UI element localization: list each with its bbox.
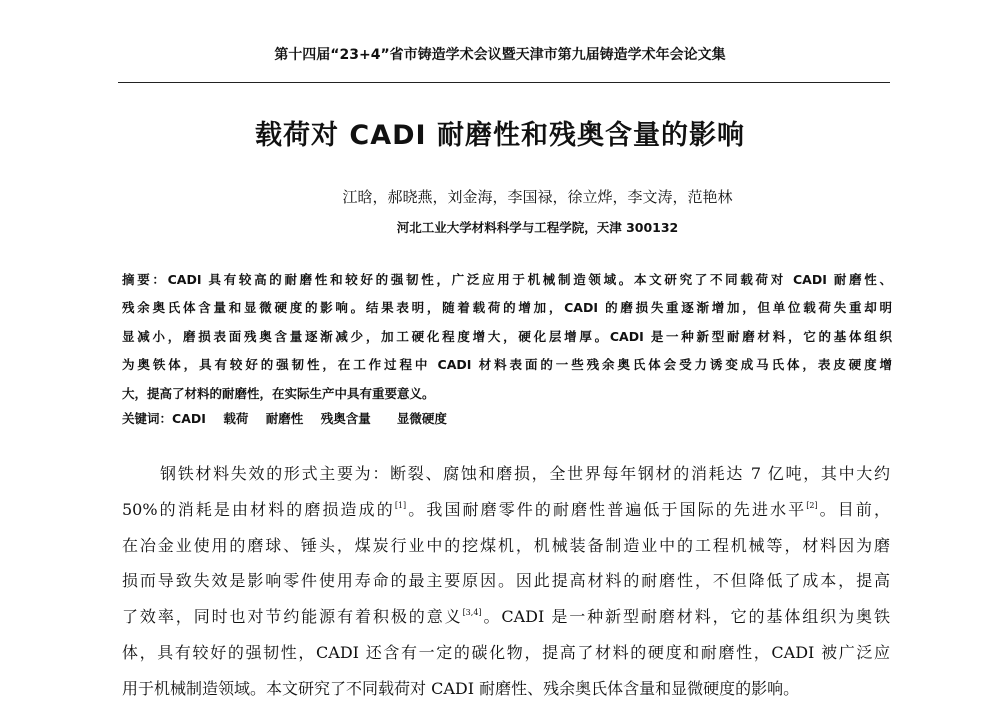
abstract-line: 残余奥氏体含量和显微硬度的影响。结果表明，随着载荷的增加，CADI 的磨损失重逐渐增加，但单位载荷失重却明 (122, 300, 892, 315)
citation-ref[interactable]: [3,4] (462, 608, 482, 617)
abstract-line: 显减小，磨损表面残奥含量逐渐减少，加工硬化程度增大，硬化层增厚。CADI 是一种新型耐磨材料，它的基体组织 (122, 329, 892, 344)
affiliation: 河北工业大学材料科学与工程学院，天津 300132 (396, 220, 679, 235)
keyword: 耐磨性 (265, 411, 304, 426)
keyword: CADI (172, 411, 206, 426)
body-line: 在冶金业使用的磨球、锤头，煤炭行业中的挖煤机，机械装备制造业中的工程机械等，材料因为磨 (122, 536, 890, 555)
paper-title: 载荷对 CADI 耐磨性和残奥含量的影响 (255, 120, 745, 151)
citation-ref[interactable]: [1] (394, 501, 407, 510)
authors: 江晗，郝晓燕，刘金海，李国禄，徐立烨，李文涛，范艳林 (342, 188, 733, 206)
body-text: 。CADI 是一种新型耐磨材料，它的基体组织为奥铁 (481, 607, 890, 626)
keyword: 显微硬度 (396, 411, 447, 426)
abstract-line: 为奥铁体，具有较好的强韧性，在工作过程中 CADI 材料表面的一些残余奥氏体会受力诱变成马氏体，表皮硬度增 (122, 357, 892, 372)
body-text: 。我国耐磨零件的耐磨性普遍低于国际的先进水平 (406, 500, 807, 519)
body-text: 了效率，同时也对节约能源有着积极的意义 (122, 607, 463, 626)
keywords (122, 409, 447, 427)
keyword: 载荷 (223, 411, 249, 426)
body-line: 损而导致失效是影响零件使用寿命的最主要原因。因此提高材料的耐磨性，不但降低了成本，提高 (122, 571, 890, 590)
abstract-label: 摘要： (122, 272, 168, 287)
body-line: 钢铁材料失效的形式主要为：断裂、腐蚀和磨损，全世界每年钢材的消耗达 7 亿吨，其中大约 (160, 464, 890, 483)
header-rule (118, 82, 890, 83)
body-text: 。目前， (817, 500, 890, 519)
body-line: 体，具有较好的强韧性，CADI 还含有一定的碳化物，提高了材料的硬度和耐磨性，CADI 被广泛应 (122, 643, 890, 662)
keywords-label: 关键词： (122, 411, 173, 426)
abstract-line (122, 270, 892, 288)
body-line: 用于机械制造领域。本文研究了不同载荷对 CADI 耐磨性、残余奥氏体含量和显微硬度的影响。 (122, 679, 800, 698)
abstract-line: 大，提高了材料的耐磨性，在实际生产中具有重要意义。 (122, 386, 435, 401)
abstract-text: CADI 具有较高的耐磨性和较好的强韧性，广泛应用于机械制造领域。本文研究了不同载荷对 CADI 耐磨性、 (167, 272, 892, 287)
body-line (122, 497, 890, 520)
body-line (122, 604, 890, 627)
running-header: 第十四届“23+4”省市铸造学术会议暨天津市第九届铸造学术年会论文集 (274, 47, 726, 63)
keyword: 残奥含量 (320, 411, 371, 426)
body-text: 50%的消耗是由材料的磨损造成的 (122, 500, 395, 519)
citation-ref[interactable]: [2] (806, 501, 818, 510)
